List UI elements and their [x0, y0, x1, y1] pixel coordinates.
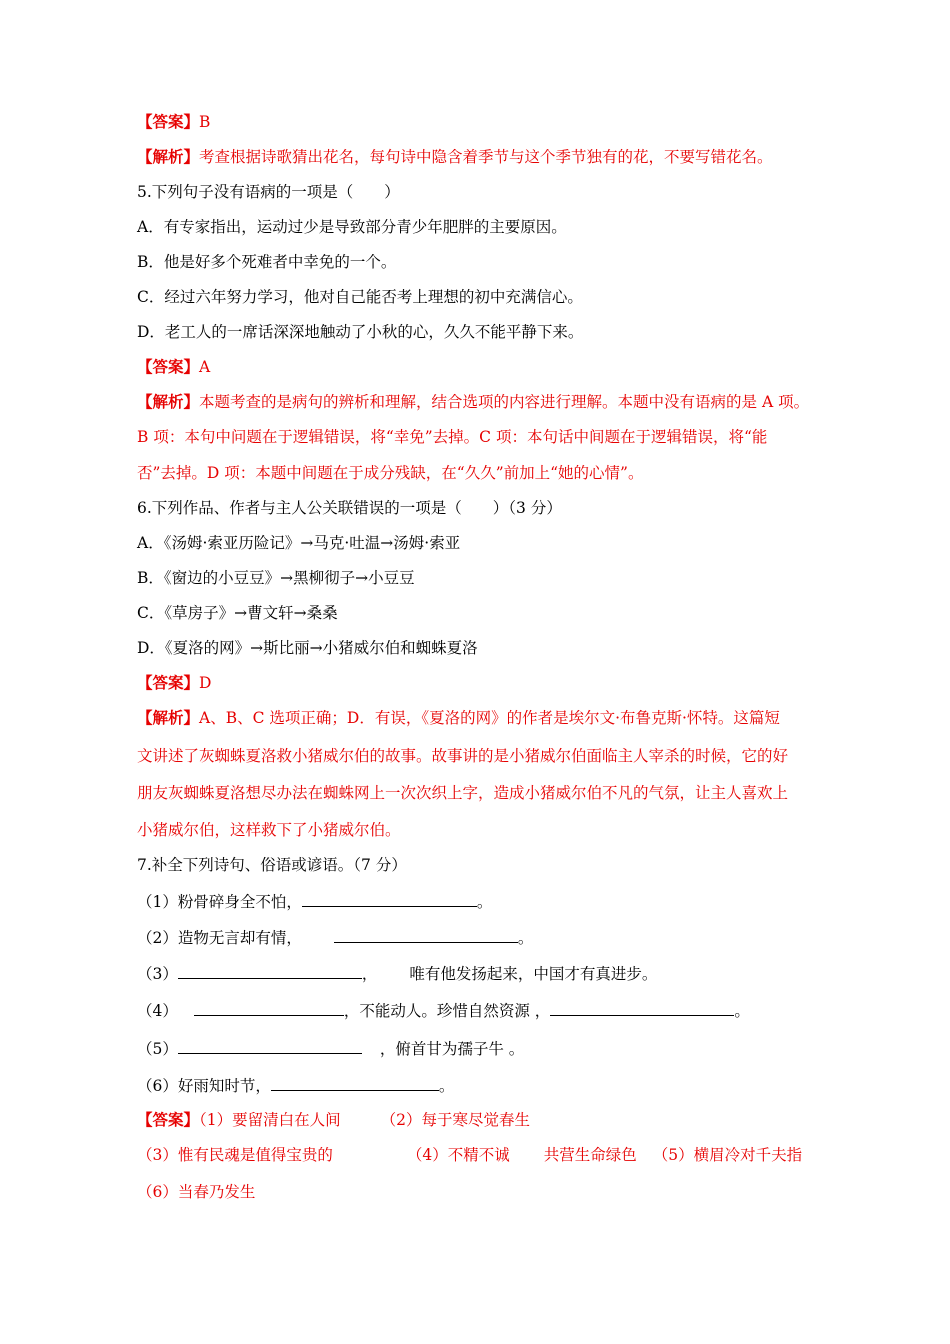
item-text: ，俯首甘为孺子牛 。	[379, 1040, 525, 1058]
q5-analysis-line-2: B 项：本句中问题在于逻辑错误，将“幸免”去掉。C 项：本句话中间题在于逻辑错误，将“能	[137, 428, 768, 446]
q6-option-a: A．《汤姆·索亚历险记》→马克·吐温→汤姆·索亚	[137, 534, 461, 552]
item-text: ，不能动人。珍惜自然资源 ，	[343, 1002, 551, 1020]
answer-value: A	[199, 358, 211, 376]
item-text: （4）	[137, 1002, 178, 1020]
answer-value: D	[199, 674, 212, 692]
answer-blank[interactable]	[271, 1074, 439, 1091]
q6-analysis	[137, 708, 780, 728]
q6-option-d: D．《夏洛的网》→斯比丽→小猪威尔伯和蜘蛛夏洛	[137, 639, 478, 657]
answer-text: （5）横眉冷对千夫指	[652, 1146, 803, 1164]
answer-blank[interactable]	[550, 999, 734, 1016]
q5-option-b: B．他是好多个死难者中幸免的一个。	[137, 253, 397, 271]
item-text: 。	[438, 1077, 455, 1095]
answer-blank[interactable]	[334, 926, 518, 943]
analysis-tag: 【解析】	[137, 708, 200, 727]
q7-item-3	[137, 962, 657, 984]
answer-tag: 【答案】	[137, 112, 200, 131]
q6-analysis-line-3: 朋友灰蜘蛛夏洛想尽办法在蜘蛛网上一次次织上字，造成小猪威尔伯不凡的气氛，让主人喜欢上	[137, 784, 789, 802]
q7-item-1	[137, 890, 492, 912]
analysis-tag: 【解析】	[137, 147, 200, 166]
answer-text: （3）惟有民魂是值得宝贵的	[137, 1146, 333, 1164]
q7-item-2	[137, 926, 533, 948]
q6-stem: 6.下列作品、作者与主人公关联错误的一项是（ ）（3 分）	[137, 499, 562, 517]
q7-item-6	[137, 1074, 454, 1096]
q4-analysis	[137, 147, 773, 167]
item-text: ，	[361, 965, 378, 983]
item-text: 。	[476, 893, 493, 911]
answer-tag: 【答案】	[137, 673, 200, 692]
answer-tag: 【答案】	[137, 357, 200, 376]
item-text: （6）好雨知时节，	[137, 1077, 271, 1095]
q6-analysis-line-2: 文讲述了灰蜘蛛夏洛救小猪威尔伯的故事。故事讲的是小猪威尔伯面临主人宰杀的时候，它的好	[137, 747, 789, 765]
analysis-text: 考查根据诗歌猜出花名，每句诗中隐含着季节与这个季节独有的花，不要写错花名。	[199, 148, 773, 166]
answer-blank[interactable]	[302, 890, 477, 907]
answer-tag: 【答案】	[137, 1110, 200, 1129]
q7-answer-line-2	[137, 1145, 802, 1165]
analysis-text: 本题考查的是病句的辨析和理解，结合选项的内容进行理解。本题中没有语病的是 A 项。	[199, 393, 810, 411]
answer-text: （1）要留清白在人间	[199, 1111, 341, 1129]
answer-text: 共营生命绿色	[543, 1146, 637, 1164]
q5-option-a: A．有专家指出，运动过少是导致部分青少年肥胖的主要原因。	[137, 218, 567, 236]
q7-answer-line-3: （6）当春乃发生	[137, 1183, 256, 1201]
answer-blank[interactable]	[178, 962, 362, 979]
answer-text: （4）不精不诚	[406, 1146, 510, 1164]
q6-answer	[137, 673, 211, 693]
q6-analysis-line-4: 小猪威尔伯，这样救下了小猪威尔伯。	[137, 821, 401, 839]
analysis-tag: 【解析】	[137, 392, 200, 411]
analysis-text: A、B、C 选项正确；D．有误，《夏洛的网》的作者是埃尔文·布鲁克斯·怀特。这篇短	[199, 709, 780, 727]
q7-item-4	[137, 999, 750, 1021]
q5-analysis	[137, 392, 809, 412]
q4-answer	[137, 112, 210, 132]
q6-option-c: C．《草房子》→曹文轩→桑桑	[137, 604, 338, 622]
q5-stem: 5.下列句子没有语病的一项是（ ）	[137, 183, 400, 201]
answer-text: （2）每于寒尽觉春生	[380, 1111, 531, 1129]
q5-option-d: D．老工人的一席话深深地触动了小秋的心，久久不能平静下来。	[137, 323, 584, 341]
item-text: 唯有他发扬起来，中国才有真进步。	[409, 965, 658, 983]
q7-stem: 7.补全下列诗句、俗语或谚语。（7 分）	[137, 856, 407, 874]
answer-blank[interactable]	[194, 999, 344, 1016]
q7-item-5	[137, 1037, 524, 1059]
item-text: 。	[734, 1002, 750, 1020]
q7-answer-line-1	[137, 1110, 530, 1130]
q5-analysis-line-3: 否”去掉。D 项：本题中间题在于成分残缺，在“久久”前加上“她的心情”。	[137, 464, 644, 482]
q5-option-c: C．经过六年努力学习，他对自己能否考上理想的初中充满信心。	[137, 288, 583, 306]
item-text: 。	[517, 929, 534, 947]
item-text: （1）粉骨碎身全不怕，	[137, 893, 302, 911]
answer-blank[interactable]	[178, 1037, 362, 1054]
answer-value: B	[199, 113, 211, 131]
item-text: （2）造物无言却有情，	[137, 929, 302, 947]
q5-answer	[137, 357, 210, 377]
q6-option-b: B．《窗边的小豆豆》→黑柳彻子→小豆豆	[137, 569, 415, 587]
item-text: （5）	[137, 1040, 178, 1058]
item-text: （3）	[137, 965, 178, 983]
